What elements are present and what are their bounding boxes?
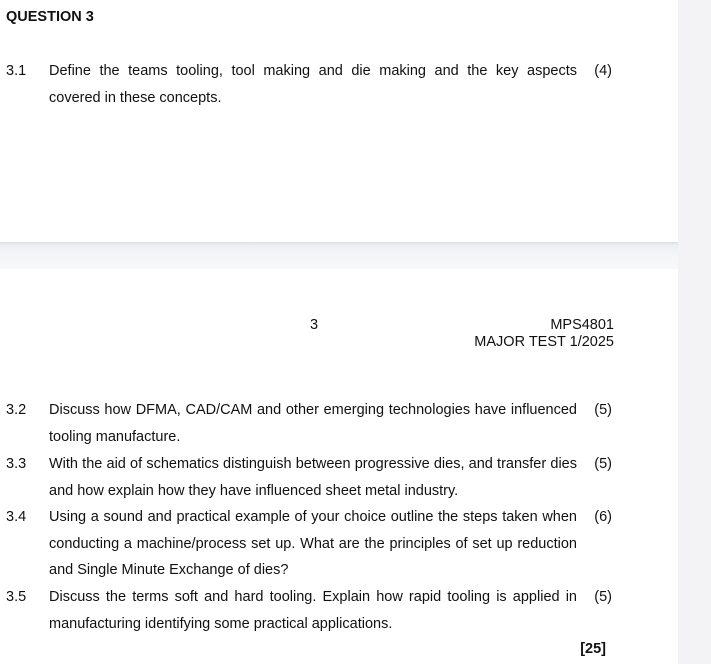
page-number: 3 bbox=[310, 317, 319, 333]
question-heading: QUESTION 3 bbox=[6, 9, 94, 25]
document-page-1 bbox=[0, 0, 678, 242]
test-label: MAJOR TEST 1/2025 bbox=[474, 334, 614, 350]
question-number: 3.3 bbox=[6, 456, 27, 472]
module-code: MPS4801 bbox=[550, 317, 614, 333]
page-header-info bbox=[474, 317, 614, 351]
question-text: Discuss how DFMA, CAD/CAM and other emerging technologies have influenced tooling manufacture. bbox=[49, 402, 577, 445]
question-number: 3.5 bbox=[6, 589, 27, 605]
question-marks: (5) bbox=[594, 456, 612, 472]
viewer-background-strip bbox=[678, 0, 711, 664]
question-marks: (5) bbox=[594, 589, 612, 605]
question-text: With the aid of schematics distinguish between progressive dies, and transfer dies and how explain how they have influenced sheet metal industry. bbox=[49, 456, 577, 499]
question-marks: (5) bbox=[594, 402, 612, 418]
question-text: Discuss the terms soft and hard tooling. Explain how rapid tooling is applied in manufacturing identifying some practical applications. bbox=[49, 589, 577, 632]
question-marks: (4) bbox=[594, 63, 612, 79]
question-number: 3.4 bbox=[6, 509, 27, 525]
question-number: 3.2 bbox=[6, 402, 27, 418]
question-text: Define the teams tooling, tool making and die making and the key aspects covered in these concepts. bbox=[49, 63, 577, 106]
question-marks: (6) bbox=[594, 509, 612, 525]
page-separator bbox=[0, 242, 678, 269]
total-marks: [25] bbox=[580, 641, 606, 657]
question-text: Using a sound and practical example of your choice outline the steps taken when conducting a machine/process set up. What are the principles of set up reduction and Single Minute Exchange of dies? bbox=[49, 509, 577, 579]
question-number: 3.1 bbox=[6, 63, 27, 79]
